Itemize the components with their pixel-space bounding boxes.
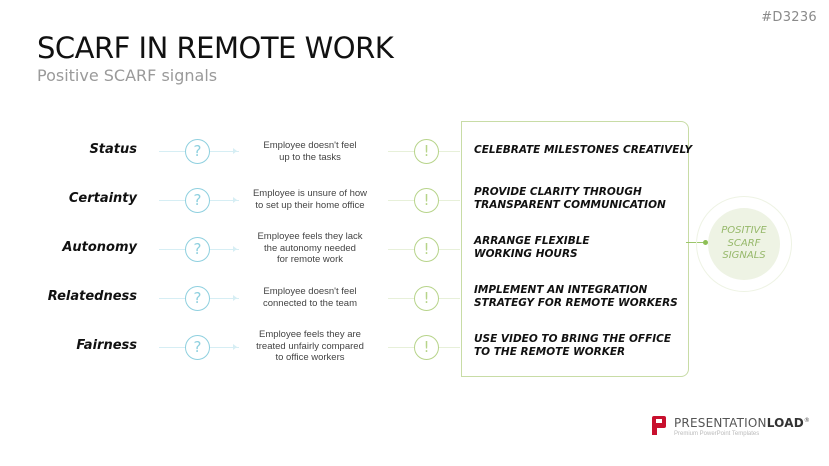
slide-subtitle: Positive SCARF signals [37, 66, 218, 85]
row-action: USE VIDEO TO BRING THE OFFICE TO THE REMOTE WORKER [474, 333, 672, 358]
row-action: IMPLEMENT AN INTEGRATION STRATEGY FOR REMOTE WORKERS [474, 284, 678, 309]
logo-name: PRESENTATIONLOAD® [674, 416, 811, 430]
row-action: PROVIDE CLARITY THROUGH TRANSPARENT COMMUNICATION [474, 186, 666, 211]
question-icon: ? [185, 335, 210, 360]
row-action: CELEBRATE MILESTONES CREATIVELY [474, 144, 693, 156]
question-icon: ? [185, 286, 210, 311]
arrow-icon [233, 197, 237, 203]
row-label: Certainty [68, 191, 137, 206]
exclamation-icon: ! [414, 139, 439, 164]
arrow-icon [233, 295, 237, 301]
logo-tagline: Premium PowerPoint Templates [674, 431, 760, 437]
exclamation-icon: ! [414, 286, 439, 311]
question-icon: ? [185, 139, 210, 164]
row-label: Autonomy [62, 240, 137, 255]
logo-p-icon [652, 416, 668, 436]
row-description: Employee is unsure of how to set up their home office [252, 188, 368, 211]
scarf-row-certainty [0, 180, 829, 220]
scarf-row-fairness [0, 327, 829, 367]
row-description: Employee doesn't feel up to the tasks [263, 140, 357, 163]
exclamation-icon: ! [414, 237, 439, 262]
row-label: Fairness [76, 338, 137, 353]
row-action: ARRANGE FLEXIBLE WORKING HOURS [474, 235, 590, 260]
exclamation-icon: ! [414, 335, 439, 360]
presentationload-logo [652, 416, 810, 437]
slide-title: SCARF IN REMOTE WORK [37, 31, 394, 65]
row-description: Employee doesn't feel connected to the team [262, 286, 357, 309]
arrow-icon [233, 246, 237, 252]
summary-circle: POSITIVE SCARF SIGNALS [708, 208, 780, 280]
question-icon: ? [185, 188, 210, 213]
arrow-icon [233, 148, 237, 154]
row-label: Status [89, 142, 137, 157]
row-description: Employee feels they lack the autonomy needed for remote work [257, 231, 363, 265]
arrow-icon [233, 344, 237, 350]
scarf-row-relatedness [0, 278, 829, 318]
question-icon: ? [185, 237, 210, 262]
row-description: Employee feels they are treated unfairly compared to office workers [256, 329, 364, 363]
row-label: Relatedness [47, 289, 137, 304]
slide-code: #D3236 [761, 10, 817, 25]
scarf-row-status [0, 131, 829, 171]
exclamation-icon: ! [414, 188, 439, 213]
